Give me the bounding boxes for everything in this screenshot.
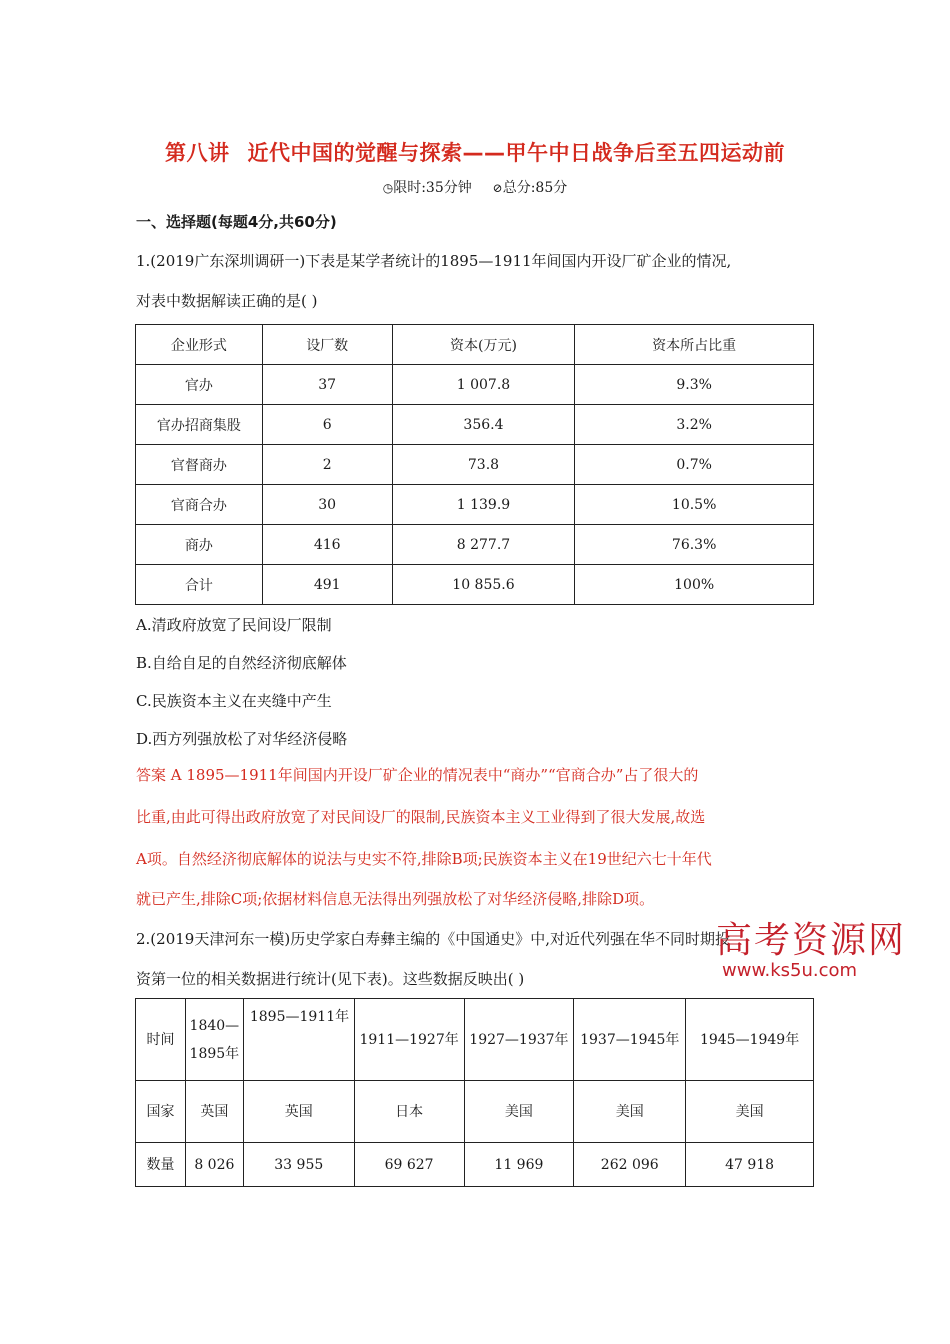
table-cell: 1945—1949年 [686,999,814,1081]
table-row [136,1081,814,1143]
q1-answer-line3: A项。自然经济彻底解体的说法与史实不符,排除B项;民族资本主义在19世纪六七十年代 [136,850,712,868]
table-header: 设厂数 [262,325,392,365]
q1-option-b: B.自给自足的自然经济彻底解体 [136,654,347,672]
table-header: 企业形式 [136,325,263,365]
q1-option-c: C.民族资本主义在夹缝中产生 [136,692,332,710]
q1-option-a: A.清政府放宽了民间设厂限制 [136,616,332,634]
table-cell: 73.8 [392,445,575,485]
table-cell: 3.2% [575,405,814,445]
table-cell: 8 026 [185,1143,243,1187]
clock-icon: ◷ [382,181,394,195]
table-cell: 76.3% [575,525,814,565]
exam-meta [0,177,950,197]
table-cell: 356.4 [392,405,575,445]
table-row [136,1143,814,1187]
table-cell: 1895—1911年 [243,999,354,1081]
table-cell: 33 955 [243,1143,354,1187]
table-cell: 美国 [464,1081,574,1143]
table-cell: 1937—1945年 [574,999,686,1081]
table-cell: 10.5% [575,485,814,525]
table-row [136,405,814,445]
table-header-row [136,325,814,365]
q1-answer-line4: 就已产生,排除C项;依据材料信息无法得出列强放松了对华经济侵略,排除D项。 [136,890,655,908]
page-title [0,137,950,167]
table-cell: 商办 [136,525,263,565]
table-cell: 国家 [136,1081,186,1143]
table-cell: 8 277.7 [392,525,575,565]
table-cell: 9.3% [575,365,814,405]
watermark-url: www.ks5u.com [722,960,858,981]
q2-stem-line2: 资第一位的相关数据进行统计(见下表)。这些数据反映出( ) [136,970,525,988]
table-cell: 1927—1937年 [464,999,574,1081]
table-cell: 英国 [243,1081,354,1143]
table-cell: 1911—1927年 [354,999,464,1081]
section-heading: 一、选择题(每题4分,共60分) [136,213,337,231]
table-cell: 数量 [136,1143,186,1187]
table-row [136,999,814,1081]
table-cell: 491 [262,565,392,605]
q1-stem-line2: 对表中数据解读正确的是( ) [136,292,318,310]
table-cell: 2 [262,445,392,485]
table-cell: 100% [575,565,814,605]
watermark-text: 高考资源网 [716,920,907,961]
table-header: 资本所占比重 [575,325,814,365]
watermark-logo [716,912,916,992]
table-cell: 1840—1895年 [185,999,243,1081]
table-cell: 30 [262,485,392,525]
table-cell: 官商合办 [136,485,263,525]
table-cell: 11 969 [464,1143,574,1187]
q1-table [135,324,814,605]
table-cell: 1 139.9 [392,485,575,525]
table-cell: 时间 [136,999,186,1081]
table-cell: 合计 [136,565,263,605]
title-topic: 近代中国的觉醒与探索——甲午中日战争后至五四运动前 [247,141,785,165]
total-score: 总分:85分 [502,180,568,196]
q2-stem-line1: 2.(2019天津河东一模)历史学家白寿彝主编的《中国通史》中,对近代列强在华不同时期投 [136,930,730,948]
score-icon: ⊘ [492,181,503,195]
table-cell: 37 [262,365,392,405]
table-cell: 美国 [574,1081,686,1143]
q1-answer-line1: 答案 A 1895—1911年间国内开设厂矿企业的情况表中“商办”“官商合办”占了很大的 [136,766,699,784]
q1-answer-line2: 比重,由此可得出政府放宽了对民间设厂的限制,民族资本主义工业得到了很大发展,故选 [136,808,706,826]
table-cell: 10 855.6 [392,565,575,605]
table-row [136,365,814,405]
table-cell: 0.7% [575,445,814,485]
q2-table [135,998,814,1187]
q1-stem-line1: 1.(2019广东深圳调研一)下表是某学者统计的1895—1911年间国内开设厂矿企业的情况, [136,252,732,270]
table-cell: 官督商办 [136,445,263,485]
table-cell: 6 [262,405,392,445]
table-cell: 69 627 [354,1143,464,1187]
table-cell: 英国 [185,1081,243,1143]
table-cell: 416 [262,525,392,565]
table-cell: 日本 [354,1081,464,1143]
table-row [136,525,814,565]
table-header: 资本(万元) [392,325,575,365]
table-row [136,445,814,485]
time-limit: 限时:35分钟 [393,180,472,196]
table-row [136,565,814,605]
q1-option-d: D.西方列强放松了对华经济侵略 [136,730,348,748]
table-cell: 47 918 [686,1143,814,1187]
table-cell: 262 096 [574,1143,686,1187]
table-cell: 美国 [686,1081,814,1143]
table-cell: 官办 [136,365,263,405]
table-row [136,485,814,525]
table-cell: 官办招商集股 [136,405,263,445]
title-lecture: 第八讲 [165,141,230,165]
table-cell: 1 007.8 [392,365,575,405]
